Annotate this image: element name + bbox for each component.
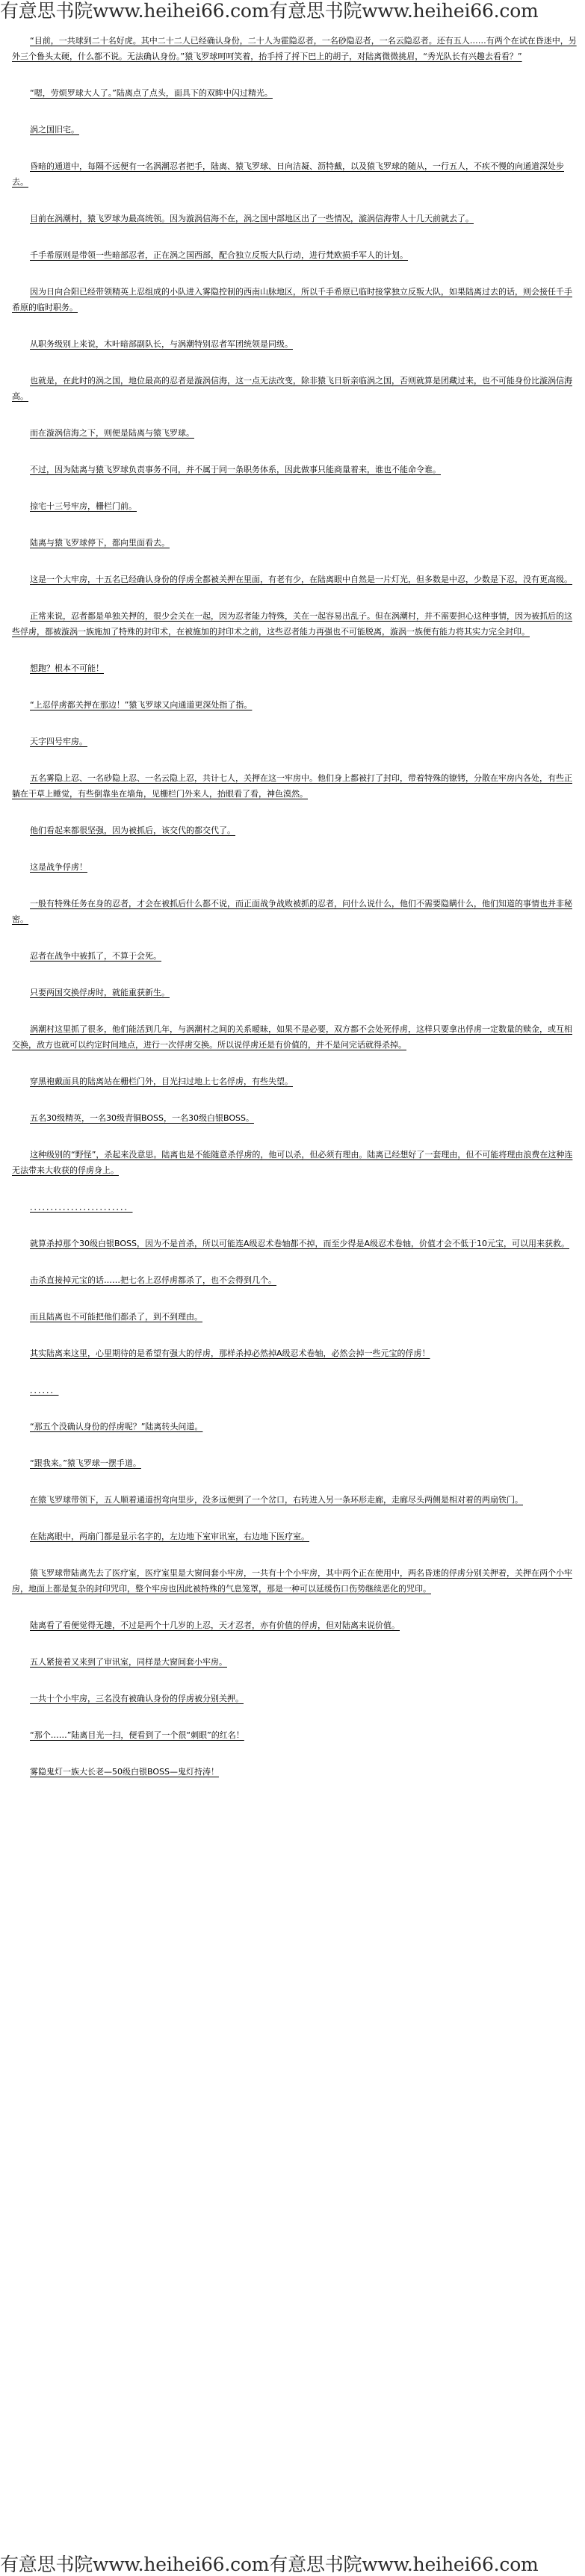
- paragraph: 目前在涡潮村，猿飞罗球为最高统领。因为漩涡信海不在，涡之国中部地区出了一些情况，漩涡信海带人十几天前就去了。: [30, 214, 474, 223]
- paragraph: 这是一个大牢房，十五名已经确认身份的俘虏全都被关押在里面，有老有少，在陆离眼中自然是一片灯光，但多数是中忍，少数是下忍，没有更高级。: [30, 575, 572, 584]
- paragraph: ．．．．．．: [30, 1385, 59, 1395]
- paragraph: 涡之国旧宅。: [30, 125, 79, 134]
- paragraph: 昏暗的通道中，每隔不远便有一名涡潮忍者把手，陆离、猿飞罗球、日向洁凝、沥特戴，以及猿飞罗球的随从，一行五人，不疾不慢的向通道深处步去。: [12, 161, 564, 187]
- paragraph: “那个……”陆离目光一扫，便看到了一个很“刺眼”的红名！: [30, 1730, 244, 1740]
- paragraph: 因为日向合阳已经带领精英上忍组成的小队进入雾隐控制的西南山脉地区，所以千手希原已临时接掌独立反叛大队，如果陆离过去的话，则会接任千手希原的临时职务。: [12, 287, 572, 312]
- paragraph: 而且陆离也不可能把他们都杀了，到不到理由。: [30, 1312, 202, 1322]
- paragraph: 涡潮村这里抓了很多，他们能活到几年，与涡潮村之间的关系暧昧，如果不是必要，双方都不会处死俘虏，这样只要拿出俘虏一定数量的赎金，或互相交换，敌方也就可以约定时间地点，进行一次俘虏交换。所以说俘虏还是有价值的，并不是问完话就得杀掉。: [12, 1024, 572, 1050]
- paragraph: 在猿飞罗球带领下，五人顺着通道拐弯向里步，没多远便到了一个岔口，右转进入另一条环形走廊，走廊尽头两侧是相对着的两扇铁门。: [30, 1495, 523, 1505]
- paragraph: 五人紧接着又来到了审讯室，同样是大窗间套小牢房。: [30, 1657, 227, 1667]
- paragraph: 只要两国交换俘虏时，就能重获新生。: [30, 988, 170, 997]
- paragraph: 五名30级精英，一名30级青铜BOSS，一名30级白银BOSS。: [30, 1113, 254, 1123]
- paragraph: 其实陆离来这里，心里期待的是希望有强大的俘虏，那样杀掉必然掉A级忍术卷轴，必然会掉一些元宝的俘虏！: [30, 1349, 430, 1358]
- paragraph: 也就是，在此时的涡之国，地位最高的忍者是漩涡信海，这一点无法改变，除非猿飞日斩亲临涡之国，否则就算是团藏过来，也不可能身份比漩涡信海高。: [12, 376, 572, 401]
- paragraph: 天字四号牢房。: [30, 737, 87, 746]
- paragraph: 这种级别的“野怪”，杀起来没意思。陆离也是不能随意杀俘虏的，他可以杀，但必须有理由。陆离已经想好了一套理由，但不可能将理由浪费在这种连无法带来大收获的俘虏身上。: [12, 1150, 573, 1175]
- paragraph: 正常来说，忍者都是单独关押的，很少会关在一起，因为忍者能力特殊，关在一起容易出乱子。但在涡潮村，并不需要担心这种事情，因为被抓后的这些俘虏，都被漩涡一族施加了特殊的封印术，在被施加的封印术之前，这些忍者能力再强也不可能脱离，漩涡一族便有能力将其实力完全封印。: [12, 611, 572, 637]
- paragraph: 陆离看了看便觉得无趣，不过是两个十几岁的上忍，天才忍者，亦有价值的俘虏，但对陆离来说价值。: [30, 1620, 400, 1630]
- paragraph: “嗯，劳烦罗球大人了。”陆离点了点头，面具下的双眸中闪过精光。: [30, 88, 273, 98]
- watermark-bottom: [0, 2554, 585, 2576]
- watermark-top: [0, 0, 585, 22]
- chapter-text: [12, 33, 580, 1801]
- paragraph: “上忍俘虏都关押在那边！”猿飞罗球又向通道更深处指了指。: [30, 700, 253, 710]
- paragraph: 穿黑袍戴面具的陆离站在栅栏门外，目光扫过地上七名俘虏，有些失望。: [30, 1077, 293, 1086]
- paragraph: 五名雾隐上忍、一名砂隐上忍、一名云隐上忍，共计七人，关押在这一牢房中。他们身上都被打了封印，带着特殊的镣铐，分散在牢房内各处，有些正躺在干草上睡觉，有些倒靠坐在墙角，见栅栏门外来人，抬眼看了看，神色漠然。: [12, 773, 572, 799]
- paragraph: 从职务级别上来说，木叶暗部副队长，与涡潮特别忍者军团统领是同级。: [30, 339, 293, 349]
- paragraph: 不过，因为陆离与猿飞罗球负责事务不同，并不属于同一条职务体系，因此做事只能商量着来，谁也不能命令谁。: [30, 465, 441, 474]
- paragraph: 千手希原则是带领一些暗部忍者，正在涡之国西部，配合独立反叛大队行动，进行梵欧损手军人的计划。: [30, 250, 408, 260]
- paragraph: 掠宅十三号牢房，栅栏门前。: [30, 501, 137, 511]
- paragraph: “那五个没确认身份的俘虏呢？”陆离转头问道。: [30, 1422, 203, 1431]
- paragraph: 而在漩涡信海之下，则便是陆离与猿飞罗球。: [30, 428, 194, 438]
- paragraph: 雾隐鬼灯一族大长老—50级白银BOSS—鬼灯持涛！: [30, 1767, 219, 1777]
- paragraph: 击杀直接掉元宝的话……把七名上忍俘虏都杀了，也不会得到几个。: [30, 1275, 276, 1285]
- watermark-text: 有意思书院www.heihei66.com有意思书院www.heihei66.com: [0, 0, 539, 22]
- paragraph: 想跑？根本不可能！: [30, 663, 104, 673]
- paragraph: ．．．．．．．．．．．．．．．．．．．．．．．．: [30, 1202, 133, 1212]
- paragraph: 陆离与猿飞罗球停下，都向里面看去。: [30, 538, 170, 548]
- paragraph: “目前，一共球到二十名好虎。其中二十二人已经确认身份，二十人为霍隐忍者，一名砂隐忍者，一名云隐忍者。还有五人……有两个在试在昏迷中，另外三个鲁头太硬，什么都不说。无法确认身份。”猿飞罗球呵呵笑着，抬手捋了捋下巴上的胡子，对陆离微微挑眉，“秀光队长有兴趣去看看？”: [12, 36, 577, 61]
- paragraph: 一共十个小牢房，三名没有被确认身份的俘虏被分别关押。: [30, 1694, 244, 1703]
- paragraph: 在陆离眼中，两扇门都是显示名字的，左边地下室审讯室，右边地下医疗室。: [30, 1532, 309, 1541]
- paragraph: 忍者在战争中被抓了，不算于会死。: [30, 951, 161, 961]
- paragraph: 就算杀掉那个30级白银BOSS，因为不是首杀，所以可能连A级忍术卷轴都不掉，而至少得是A级忍术卷轴，价值才会不低于10元宝，可以用来获救。: [30, 1239, 570, 1248]
- paragraph: 这是战争俘虏！: [30, 862, 87, 872]
- paragraph: 他们看起来都很坚强，因为被抓后，该交代的都交代了。: [30, 826, 235, 835]
- paragraph: 猿飞罗球带陆离先去了医疗室，医疗室里是大窗间套小牢房，一共有十个小牢房，其中两个正在使用中，两名昏迷的俘虏分别关押着，关押在两个小牢房，地面上都是复杂的封印咒印，整个牢房也因此被特殊的气息笼罩，那是一种可以延缓伤口伤势继续恶化的咒印。: [12, 1568, 572, 1594]
- paragraph: 一般有特殊任务在身的忍者，才会在被抓后什么都不说，而正面战争战败被抓的忍者，问什么说什么，他们不需要隐瞒什么，他们知道的事情也并非秘密。: [12, 899, 572, 924]
- watermark-text: 有意思书院www.heihei66.com有意思书院www.heihei66.com: [0, 2554, 539, 2575]
- paragraph: “跟我来。”猿飞罗球一摆手道。: [30, 1458, 141, 1468]
